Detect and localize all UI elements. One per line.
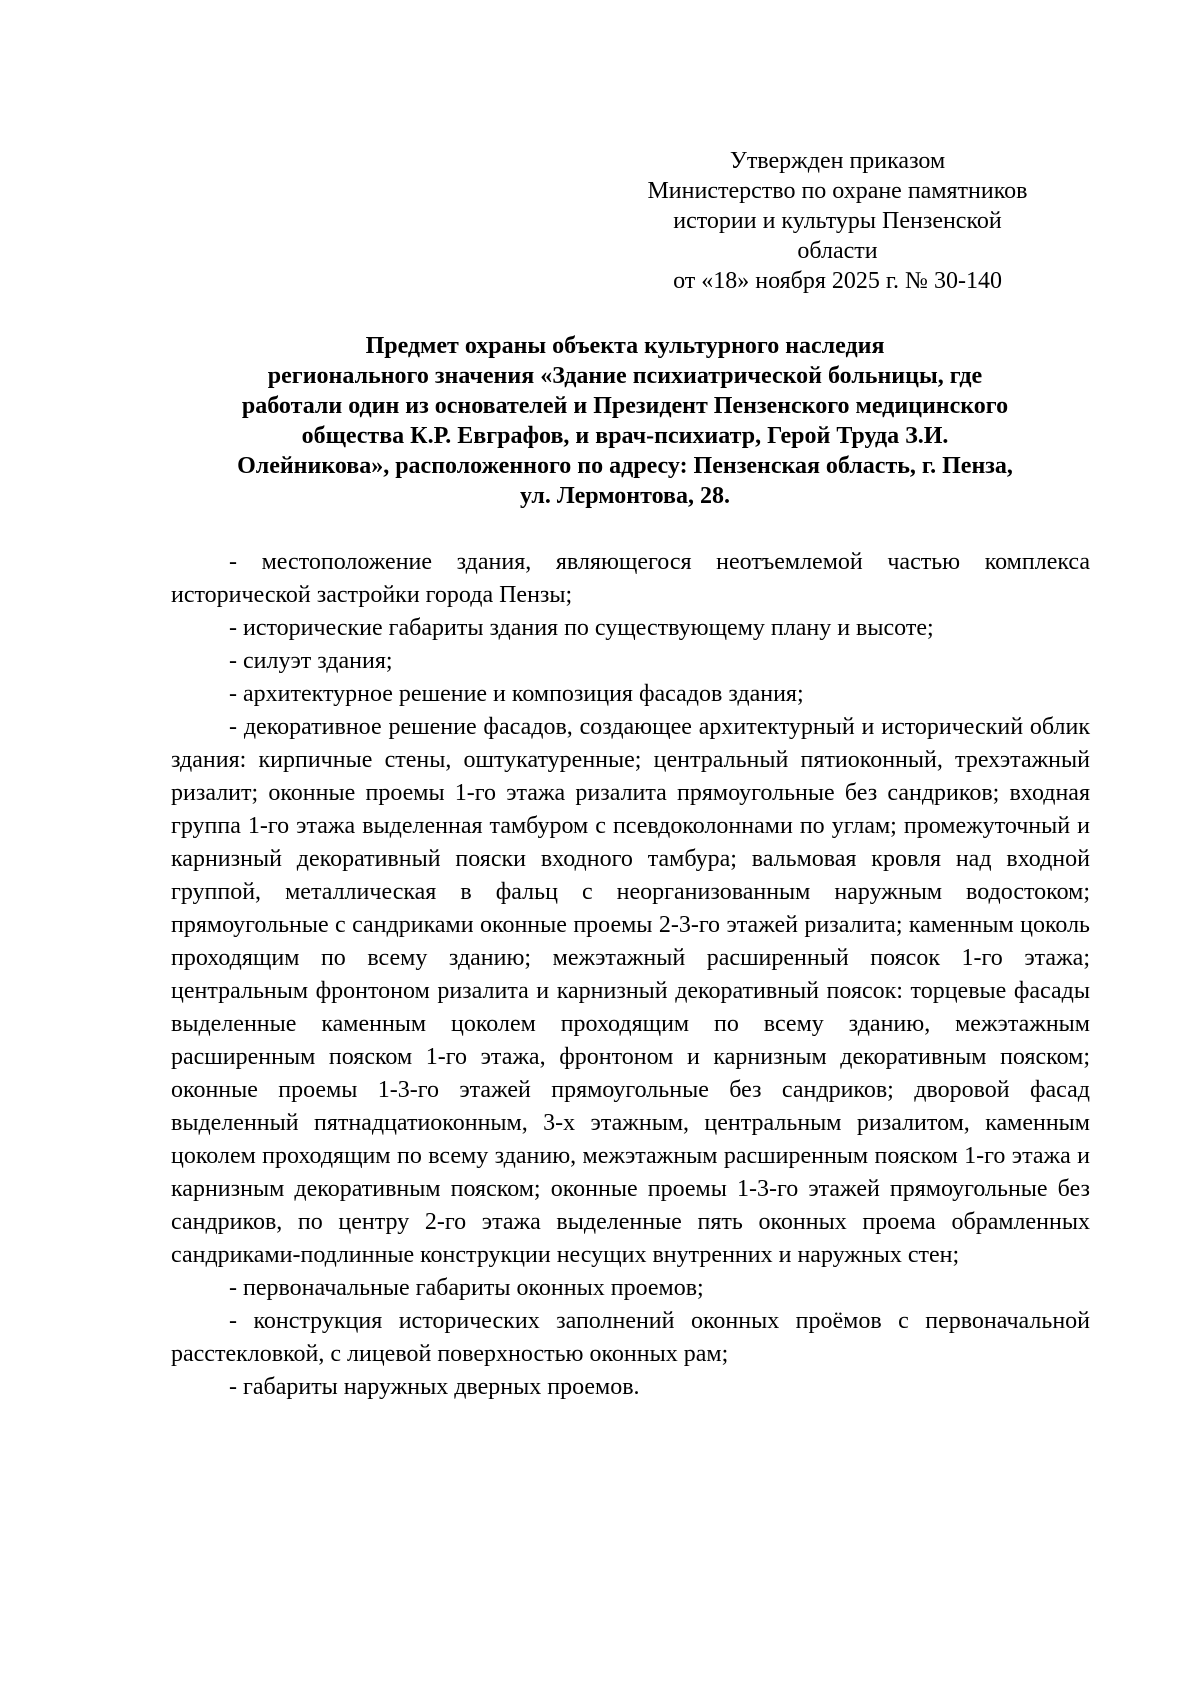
- list-item: - силуэт здания;: [229, 648, 393, 674]
- approval-line: области: [797, 238, 878, 264]
- title-line: Предмет охраны объекта культурного наследия: [365, 333, 885, 359]
- approval-line: Утвержден приказом: [729, 148, 946, 174]
- list-item: - декоративное решение фасадов, создающее архитектурный и исторический облик здания: кирпичные стены, оштукатуренные; центральный пятиоконный, трехэтажный ризалит; оконные проемы 1-го этажа ризалита прямоугольные без сандриков; входная группа 1-го этажа выделенная тамбуром с псевдоколоннами по углам; промежуточный и карнизный декоративный пояски входного тамбура; вальмовая кровля над входной группой, металлическая в фальц с неорганизованным наружным водостоком; прямоугольные с сандриками оконные проемы 2-3-го этажей ризалита; каменным цоколь проходящим по всему зданию; межэтажный расширенный поясок 1-го этажа; центральным фронтоном ризалита и карнизный декоративный поясок: торцевые фасады выделенные каменным цоколем проходящим по всему зданию, межэтажным расширенным пояском 1-го этажа, фронтоном и карнизным декоративным пояском; оконные проемы 1-3-го этажей прямоугольные без сандриков; дворовой фасад выделенный пятнадцатиоконным, 3-х этажным, центральным ризалитом, каменным цоколем проходящим по всему зданию, межэтажным расширенным пояском 1-го этажа и карнизным декоративным пояском; оконные проемы 1-3-го этажей прямоугольные без сандриков, по центру 2-го этажа выделенные пять оконных проема обрамленных сандриками-подлинные конструкции несущих внутренних и наружных стен;: [171, 714, 1090, 1268]
- title-line: общества К.Р. Евграфов, и врач-психиатр, Герой Труда З.И.: [301, 423, 949, 449]
- approval-line: Министерство по охране памятников: [647, 178, 1028, 204]
- approval-stamp-block: [640, 146, 1035, 296]
- protection-items-list: [171, 546, 1090, 1404]
- list-item: - габариты наружных дверных проемов.: [229, 1374, 640, 1400]
- title-line: регионального значения «Здание психиатрической больницы, где: [267, 363, 983, 389]
- list-item: - архитектурное решение и композиция фасадов здания;: [229, 681, 804, 707]
- list-item: - конструкция исторических заполнений оконных проёмов с первоначальной расстекловкой, с лицевой поверхностью оконных рам;: [171, 1308, 1090, 1367]
- list-item: - местоположение здания, являющегося неотъемлемой частью комплекса исторической застройки города Пензы;: [171, 549, 1090, 608]
- list-item: - первоначальные габариты оконных проемов;: [229, 1275, 704, 1301]
- approval-line: истории и культуры Пензенской: [673, 208, 1002, 234]
- document-title: [160, 331, 1090, 511]
- list-item: - исторические габариты здания по существующему плану и высоте;: [229, 615, 934, 641]
- title-line: работали один из основателей и Президент Пензенского медицинского: [241, 393, 1009, 419]
- approval-date-number: от «18» ноября 2025 г. № 30-140: [673, 268, 1002, 294]
- title-line: ул. Лермонтова, 28.: [520, 483, 730, 509]
- title-line: Олейникова», расположенного по адресу: Пензенская область, г. Пенза,: [237, 453, 1013, 479]
